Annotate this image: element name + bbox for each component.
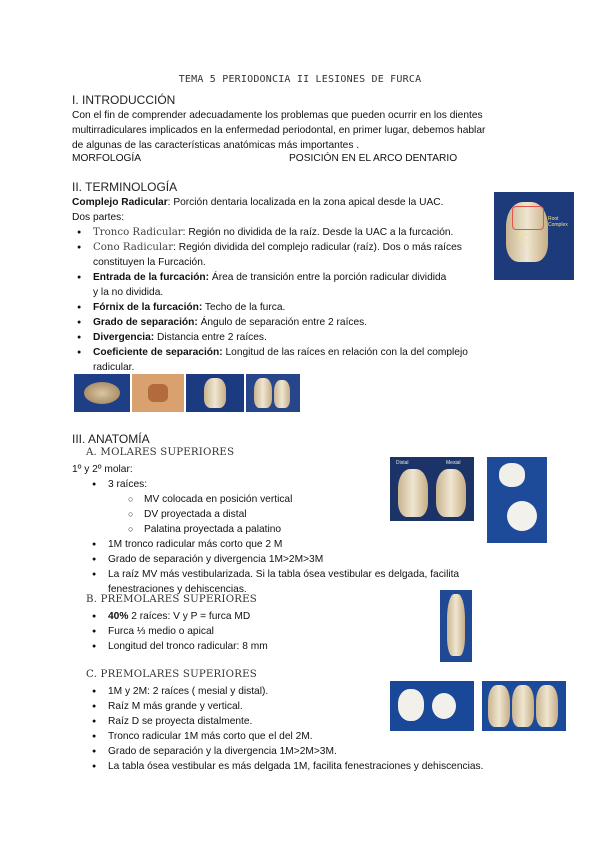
- page-title: TEMA 5 PERIODONCIA II LESIONES DE FURCA: [178, 74, 422, 85]
- terminology-list: [93, 225, 503, 375]
- photo-label: Root Complex: [548, 216, 568, 228]
- list-item: ● Grado de separación y la divergencia 1M>2M>3M.: [108, 744, 528, 759]
- list-item: ● Raíz M más grande y vertical.: [108, 699, 528, 714]
- list-item-continuation: y la no dividida.: [93, 287, 164, 298]
- intro-line: Con el fin de comprender adecuadamente los problemas que pueden ocurrir en los dientes: [72, 110, 483, 121]
- molar-intro: 1º y 2º molar:: [72, 464, 133, 475]
- premolar-b-list: [108, 609, 408, 654]
- list-item: ● Grado de separación y divergencia 1M>2M>3M: [108, 552, 478, 567]
- list-item: ● Tronco Radicular: Región no dividida de la raíz. Desde la UAC a la furcación.: [93, 225, 503, 240]
- sub-list-item: ○ MV colocada en posición vertical: [144, 492, 478, 507]
- label-posicion: POSICIÓN EN EL ARCO DENTARIO: [289, 153, 458, 164]
- photo-strip-furcation: [74, 374, 300, 412]
- definition-text: : Porción dentaria localizada en la zona apical desde la UAC.: [167, 197, 444, 208]
- list-item-continuation: constituyen la Furcación.: [93, 257, 206, 268]
- subheading-premolares-superiores-c: C. PREMOLARES SUPERIORES: [86, 669, 257, 680]
- label-morfologia: MORFOLOGÍA: [72, 153, 142, 164]
- list-item: ● Furca ⅓ medio o apical: [108, 624, 408, 639]
- photo-furcation-1: [74, 374, 130, 412]
- list-item-continuation: fenestraciones y dehiscencias.: [108, 584, 247, 595]
- photo-furcation-3: [186, 374, 244, 412]
- definition-term: Complejo Radicular: [72, 197, 168, 208]
- intro-line: multirradiculares implicados en la enfermedad periodontal, en primer lugar, debemos hablar: [72, 125, 486, 136]
- list-item: ● 1M y 2M: 2 raíces ( mesial y distal).: [108, 684, 528, 699]
- sub-list-item: ○ Palatina proyectada a palatino: [144, 522, 478, 537]
- section-heading-introduccion: I. INTRODUCCIÓN: [72, 93, 176, 107]
- list-item-continuation: radicular.: [93, 362, 135, 373]
- subheading-molares-superiores: A. MOLARES SUPERIORES: [86, 447, 235, 458]
- dos-partes-label: Dos partes:: [72, 212, 125, 223]
- list-item: ● Tronco radicular 1M más corto que el del 2M.: [108, 729, 528, 744]
- annotation-box: [512, 206, 544, 230]
- photo-furcation-4: [246, 374, 300, 412]
- list-item: ● Fórnix de la furcación: Techo de la furca.: [93, 300, 503, 315]
- intro-paragraph: [72, 108, 532, 153]
- photo-label: Root Trunk: [518, 232, 531, 244]
- list-item: ● Coeficiente de separación: Longitud de las raíces en relación con la del complejo: [93, 345, 503, 360]
- list-item: ● Cono Radicular: Región dividida del complejo radicular (raíz). Dos o más raíces: [93, 240, 503, 255]
- photo-lower-molars: [482, 681, 566, 731]
- intro-line: de algunas de las características anatómicas más importantes .: [72, 140, 360, 151]
- photo-root-complex: [494, 192, 574, 280]
- section-heading-terminologia: II. TERMINOLOGÍA: [72, 180, 178, 194]
- list-item: ● Raíz D se proyecta distalmente.: [108, 714, 528, 729]
- list-item: ● Longitud del tronco radicular: 8 mm: [108, 639, 408, 654]
- list-item: ● Grado de separación: Ángulo de separación entre 2 raíces.: [93, 315, 503, 330]
- tooth-shape: [398, 469, 428, 517]
- list-item: ● Divergencia: Distancia entre 2 raíces.: [93, 330, 503, 345]
- subheading-premolares-superiores-b: B. PREMOLARES SUPERIORES: [86, 594, 257, 605]
- tooth-shape: [436, 469, 466, 517]
- photo-furcation-2: [132, 374, 184, 412]
- list-item: ● 40% 2 raíces: V y P = furca MD: [108, 609, 408, 624]
- list-item: ● 1M tronco radicular más corto que 2 M: [108, 537, 478, 552]
- photo-molares-superiores: [390, 457, 474, 521]
- photo-label: Mesial: [446, 460, 461, 466]
- tooth-shape: [447, 594, 465, 656]
- photo-premolar: [440, 590, 472, 662]
- sub-list-item: ○ DV proyectada a distal: [144, 507, 478, 522]
- list-item: ● Entrada de la furcación: Área de transición entre la porción radicular dividida: [93, 270, 503, 285]
- photo-molar-cross-section: [487, 457, 547, 543]
- list-item: ● La raíz MV más vestibularizada. Si la tabla ósea vestibular es delgada, facilita: [108, 567, 478, 582]
- definition-complejo-radicular: [72, 195, 492, 210]
- list-item: ● 3 raíces:: [108, 477, 478, 492]
- photo-cross-sections: [390, 681, 474, 731]
- section-heading-anatomia: III. ANATOMÍA: [72, 432, 150, 446]
- photo-label: Distal: [396, 460, 409, 466]
- list-item: ● La tabla ósea vestibular es más delgada 1M, facilita fenestraciones y dehiscencias.: [108, 759, 528, 774]
